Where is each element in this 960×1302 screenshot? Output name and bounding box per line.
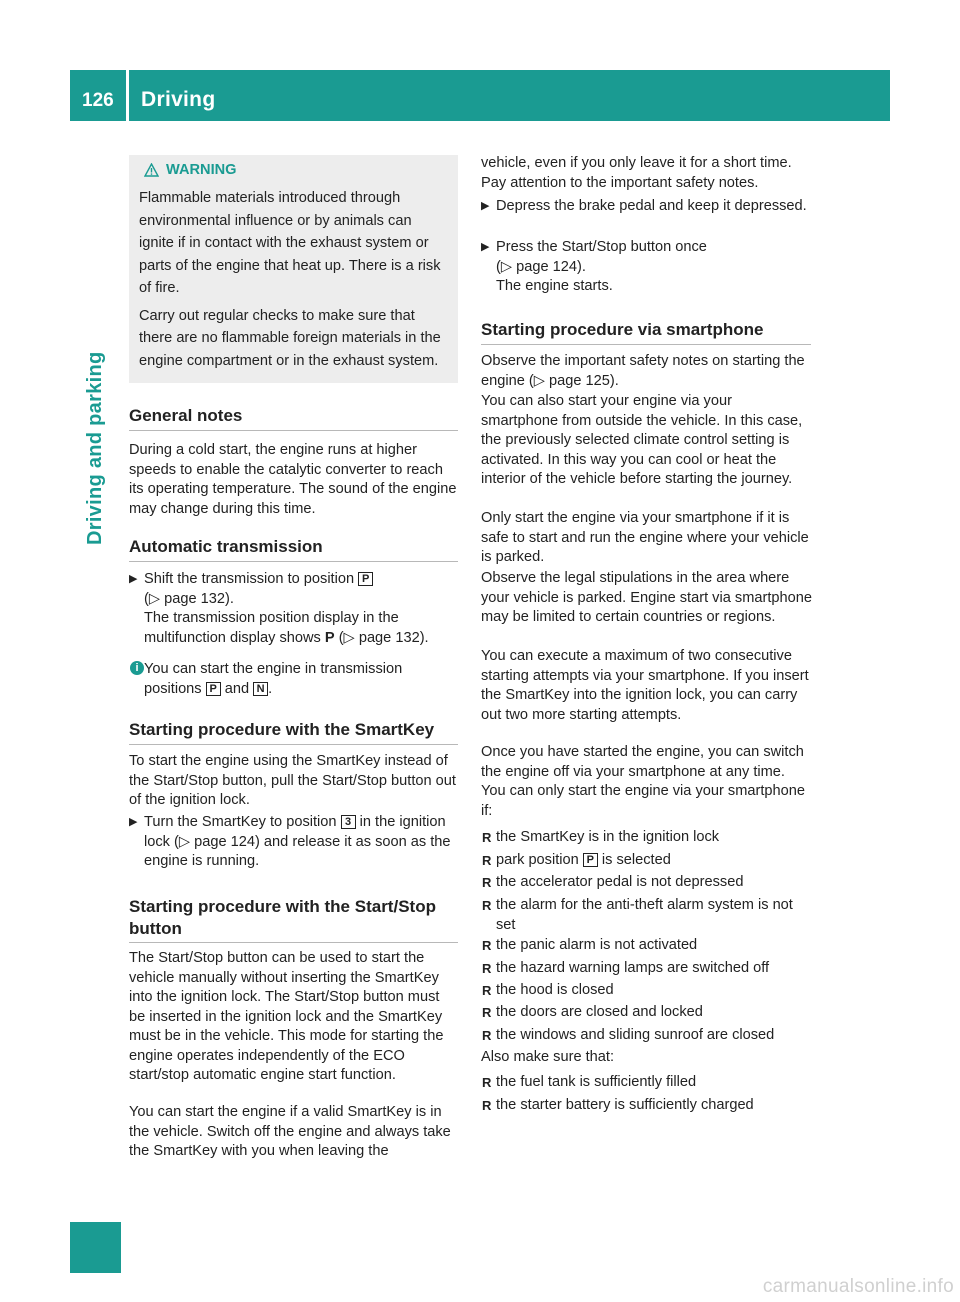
bullet-mark: R xyxy=(482,961,492,976)
also-make-sure: Also make sure that: xyxy=(481,1049,615,1065)
step-arrow-icon: ▶ xyxy=(481,241,490,253)
bullet-mark: R xyxy=(482,1098,492,1113)
warning-text-2: Carry out regular checks to make sure that there are no flammable foreign materials in the engine compartment or in the exhaust system. xyxy=(139,307,441,369)
info-note: You can start the engine in transmission positions P and N . xyxy=(144,661,403,697)
smartkey-rule xyxy=(129,744,458,745)
watermark: carmanualsonline.info xyxy=(762,1276,954,1297)
bullet-mark: R xyxy=(482,938,492,953)
step-arrow-icon: ▶ xyxy=(129,573,138,585)
smartphone-p2: You can also start your engine via your smartphone from outside the vehicle. In this case, the previously selected climate control setting is activated. In this way you can cool or heat the interior of the vehicle before starting the journey. xyxy=(481,393,803,487)
position-3-symbol: 3 xyxy=(341,815,356,829)
warning-text-1: Flammable materials introduced through environmental influence or by animals can ignite if in contact with the exhaust system or parts of the engine that heat up. There is a risk of fire. xyxy=(139,190,441,296)
step-arrow-icon: ▶ xyxy=(481,200,490,212)
warning-triangle-icon xyxy=(144,163,159,177)
also-item: R the fuel tank is sufficiently filled xyxy=(481,1073,816,1093)
smartphone-p3: Only start the engine via your smartphone if it is safe to start and run the engine where your vehicle is parked. xyxy=(481,510,809,565)
bullet-mark: R xyxy=(482,1005,492,1020)
page-number: 126 xyxy=(82,90,114,111)
condition-item: R the SmartKey is in the ignition lock xyxy=(481,828,816,848)
warning-header xyxy=(144,158,448,182)
side-tab-marker xyxy=(70,1222,121,1273)
page-ref[interactable]: (▷ page 124). xyxy=(496,258,586,275)
condition-item: R the alarm for the anti-theft alarm system is not set xyxy=(482,897,793,933)
automatic-transmission-rule xyxy=(129,561,458,562)
startstop-heading: Starting procedure with the Start/Stop button xyxy=(129,897,436,938)
position-p-symbol: P xyxy=(583,853,598,867)
general-notes-heading: General notes xyxy=(129,406,243,425)
bullet-mark: R xyxy=(482,1028,492,1043)
condition-item: R the hazard warning lamps are switched off xyxy=(481,959,816,979)
chapter-title: Driving xyxy=(141,88,216,111)
startstop-text-2a: You can start the engine if a valid SmartKey is in the vehicle. Switch off the engine and always take the SmartKey with you when leaving the xyxy=(129,1104,451,1159)
smartphone-rule xyxy=(481,344,811,345)
brake-step: ▶ Depress the brake pedal and keep it depressed. xyxy=(481,197,816,217)
general-notes-text: During a cold start, the engine runs at higher speeds to enable the catalytic converter to reach its operating temperature. The sound of the engine may change during this time. xyxy=(129,442,457,517)
bullet-mark: R xyxy=(482,830,492,845)
step-arrow-icon: ▶ xyxy=(129,816,138,828)
position-n-symbol: N xyxy=(253,682,268,696)
condition-item: R the hood is closed xyxy=(481,981,816,1001)
smartkey-step: ▶ Turn the SmartKey to position 3 in the ignition lock (▷ page 124) and release it as soon as the engine is running. xyxy=(129,814,451,869)
smartphone-p7: You can only start the engine via your smartphone if: xyxy=(481,783,805,819)
bullet-mark: R xyxy=(482,898,492,913)
also-item: R the starter battery is sufficiently charged xyxy=(481,1096,816,1116)
condition-item: R the panic alarm is not activated xyxy=(481,936,816,956)
warning-box xyxy=(129,155,458,383)
startstop-rule xyxy=(129,942,458,943)
side-tab-label: Driving and parking xyxy=(84,351,106,545)
position-p-symbol: P xyxy=(358,572,373,586)
shift-step: ▶ Shift the transmission to position P (▷ page 132). The transmission position display in the multifunction display shows P (▷ page 132). xyxy=(129,571,429,646)
bullet-mark: R xyxy=(482,1075,492,1090)
general-notes-rule xyxy=(129,430,458,431)
condition-item: R the windows and sliding sunroof are closed xyxy=(481,1026,826,1046)
smartphone-p4: Observe the legal stipulations in the area where your vehicle is parked. Engine start via smartphone may be limited to certain countries or regions. xyxy=(481,570,812,625)
smartkey-text: To start the engine using the SmartKey instead of the Start/Stop button, pull the Start/Stop button out of the ignition lock. xyxy=(129,753,456,808)
condition-item: R the accelerator pedal is not depressed xyxy=(481,873,816,893)
smartphone-heading: Starting procedure via smartphone xyxy=(481,320,764,339)
page-ref[interactable]: (▷ page 132). xyxy=(338,629,429,646)
automatic-transmission-heading: Automatic transmission xyxy=(129,537,323,556)
press-button-step: ▶ Press the Start/Stop button once (▷ page 124). The engine starts. xyxy=(481,239,707,294)
page-ref[interactable]: (▷ page 132). xyxy=(144,590,234,607)
info-icon: i xyxy=(130,661,144,675)
smartkey-heading: Starting procedure with the SmartKey xyxy=(129,720,435,739)
header-separator xyxy=(126,70,129,121)
startstop-text-2b: vehicle, even if you only leave it for a short time. Pay attention to the important safety notes. xyxy=(481,155,792,191)
position-p-symbol: P xyxy=(206,682,221,696)
warning-title: WARNING xyxy=(166,162,237,178)
bullet-mark: R xyxy=(482,983,492,998)
smartphone-p5: You can execute a maximum of two consecutive starting attempts via your smartphone. If you insert the SmartKey into the ignition lock, you can carry out two more starting attempts. xyxy=(481,648,809,723)
bullet-mark: R xyxy=(482,853,492,868)
condition-item: R the doors are closed and locked xyxy=(481,1003,816,1023)
startstop-text-1: The Start/Stop button can be used to start the vehicle manually without inserting the SmartKey into the ignition lock. The Start/Stop button must be inserted in the ignition lock and the SmartKey must be in the vehicle. This mode for starting the engine operates independently of the ECO start/stop automatic engine start function. xyxy=(129,950,444,1083)
smartphone-p6: Once you have started the engine, you can switch the engine off via your smartphone at any time. xyxy=(481,744,804,780)
smartphone-p1: Observe the important safety notes on starting the engine (▷ page 125). xyxy=(481,353,805,389)
bullet-mark: R xyxy=(482,875,492,890)
condition-item: R park position P is selected xyxy=(481,851,816,871)
